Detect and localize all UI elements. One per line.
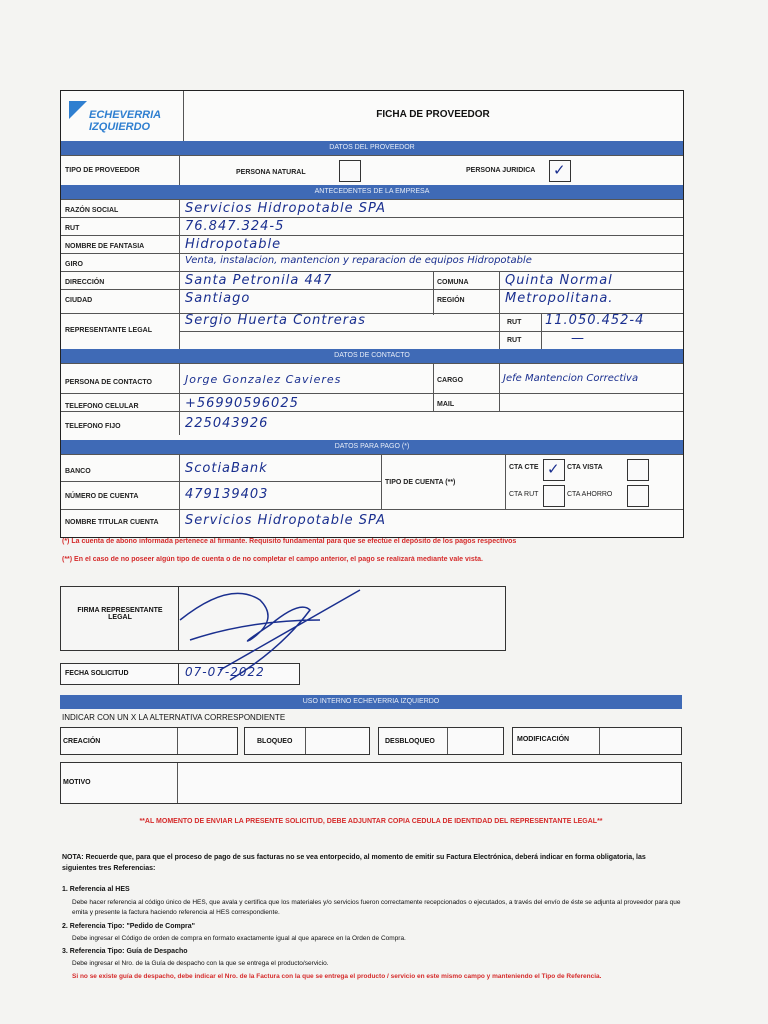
bloqueo-label: BLOQUEO [257, 738, 293, 745]
ciudad-label: CIUDAD [65, 297, 93, 304]
logo [63, 93, 181, 143]
cta-ahorro-label: CTA AHORRO [567, 491, 613, 498]
fantasia-value: Hidropotable [185, 237, 282, 252]
creacion-label: CREACIÓN [63, 738, 101, 745]
logo-line2: IZQUIERDO [89, 121, 151, 133]
region-value: Metropolitana. [505, 291, 614, 306]
modificacion-box[interactable] [512, 727, 682, 755]
footer-r1-text: Debe hacer referencia al código único de HES, que avala y certifica que los materiales y/o servicios fueron correctamente recepcionados o ejecutados, a través del envío de éste se adjunta al proveedor para que emita y presente la factura haciendo referencia al HES correspondiente. [72, 899, 681, 916]
bloqueo-box[interactable] [244, 727, 370, 755]
section-company: ANTECEDENTES DE LA EMPRESA [61, 185, 683, 199]
contact-person-label: PERSONA DE CONTACTO [65, 379, 152, 386]
logo-mark-icon [67, 99, 89, 121]
section-internal: USO INTERNO ECHEVERRIA IZQUIERDO [60, 695, 682, 709]
fecha-label-box [60, 663, 180, 685]
cta-vista-checkbox[interactable] [627, 459, 649, 481]
rep-rut2-label: RUT [507, 337, 522, 344]
motivo-label: MOTIVO [63, 779, 91, 786]
titular-value: Servicios Hidropotable SPA [185, 513, 387, 528]
cta-vista-label: CTA VISTA [567, 464, 603, 471]
handwritten-signature [170, 580, 370, 690]
comuna-value: Quinta Normal [505, 273, 613, 288]
numero-label: NÚMERO DE CUENTA [65, 493, 139, 500]
giro-value: Venta, instalacion, mantencion y reparacion de equipos Hidropotable [185, 255, 532, 266]
motivo-box[interactable] [60, 762, 682, 804]
logo-line1: ECHEVERRIA [89, 109, 162, 121]
banco-label: BANCO [65, 468, 91, 475]
fijo-label: TELEFONO FIJO [65, 423, 121, 430]
checkmark-icon: ✓ [547, 461, 560, 478]
supplier-form [60, 90, 684, 538]
modificacion-label: MODIFICACIÓN [517, 736, 570, 743]
cta-cte-label: CTA CTE [509, 464, 539, 471]
razon-value: Servicios Hidropotable SPA [185, 201, 387, 216]
indicar-label: INDICAR CON UN X LA ALTERNATIVA CORRESPONDIENTE [62, 713, 286, 722]
checkmark-icon: ✓ [553, 162, 566, 179]
cta-cte-checkbox[interactable] [543, 459, 565, 481]
footer-r3-red: Si no se existe guía de despacho, debe indicar el Nro. de la Factura con la que se entrega el producto / servicio en este mismo campo y manteniendo el Tipo de Referencia. [72, 973, 602, 980]
footer-r1-title: 1. Referencia al HES [62, 886, 130, 893]
persona-natural-label: PERSONA NATURAL [236, 169, 306, 176]
rut-value: 76.847.324-5 [185, 219, 285, 234]
footer-r3-title: 3. Referencia Tipo: Guía de Despacho [62, 948, 188, 955]
mail-label: MAIL [437, 401, 455, 408]
fecha-label: FECHA SOLICITUD [65, 670, 129, 677]
titular-label: NOMBRE TITULAR CUENTA [65, 519, 159, 526]
signature-label-box [60, 586, 180, 651]
rep-value: Sergio Huerta Contreras [185, 313, 366, 328]
persona-juridica-checkbox[interactable] [549, 160, 571, 182]
provider-type-label: TIPO DE PROVEEDOR [65, 167, 140, 174]
razon-label: RAZÓN SOCIAL [65, 207, 119, 214]
contact-person-value: Jorge Gonzalez Cavieres [185, 373, 342, 386]
note-1: (*) La cuenta de abono informada pertenece al firmante. Requisito fundamental para que se efectúe el depósito de los pagos respectivos [62, 538, 517, 545]
creacion-box[interactable] [60, 727, 238, 755]
rep-label: REPRESENTANTE LEGAL [65, 327, 152, 334]
giro-label: GIRO [65, 261, 83, 268]
direccion-label: DIRECCIÓN [65, 279, 105, 286]
fantasia-label: NOMBRE DE FANTASIA [65, 243, 145, 250]
fecha-value: 07-07-2022 [185, 665, 265, 679]
rut-label: RUT [65, 225, 80, 232]
desbloqueo-label: DESBLOQUEO [385, 738, 435, 745]
comuna-label: COMUNA [437, 279, 469, 286]
persona-natural-checkbox[interactable] [339, 160, 361, 182]
tipo-cuenta-label: TIPO DE CUENTA (**) [385, 479, 456, 486]
signature-label: FIRMA REPRESENTANTE LEGAL [77, 607, 163, 621]
footer-r2-text: Debe ingresar el Código de orden de compra en formato exactamente igual al que aparece en la Orden de Compra. [72, 935, 406, 942]
ciudad-value: Santiago [185, 291, 251, 306]
region-label: REGIÓN [437, 297, 465, 304]
footer-r3-text: Debe ingresar el Nro. de la Guía de despacho con la que se entrega el producto/servicio. [72, 960, 329, 967]
rep-rut2-value: — [571, 331, 585, 346]
cta-ahorro-checkbox[interactable] [627, 485, 649, 507]
cta-rut-checkbox[interactable] [543, 485, 565, 507]
section-payment: DATOS PARA PAGO (*) [61, 440, 683, 454]
celular-value: +56990596025 [185, 396, 299, 411]
footer-nota: NOTA: Recuerde que, para que el proceso de pago de sus facturas no se vea entorpecido, al momento de emitir su Factura Electrónica, deberá indicar en forma obligatoria, las siguientes tres Referencias: [62, 854, 646, 872]
form-title: FICHA DE PROVEEDOR [376, 109, 490, 120]
desbloqueo-box[interactable] [378, 727, 504, 755]
warning-text: **AL MOMENTO DE ENVIAR LA PRESENTE SOLICITUD, DEBE ADJUNTAR COPIA CEDULA DE IDENTIDAD DEL REPRESENTANTE LEGAL** [139, 818, 603, 825]
cargo-label: CARGO [437, 377, 464, 384]
rep-rut-value: 11.050.452-4 [545, 313, 645, 328]
banco-value: ScotiaBank [185, 461, 268, 476]
direccion-value: Santa Petronila 447 [185, 273, 333, 288]
cta-rut-label: CTA RUT [509, 491, 539, 498]
rep-rut-label: RUT [507, 319, 522, 326]
fijo-value: 225043926 [185, 416, 269, 431]
persona-juridica-label: PERSONA JURIDICA [466, 167, 536, 174]
section-provider: DATOS DEL PROVEEDOR [61, 141, 683, 155]
note-2: (**) En el caso de no poseer algún tipo de cuenta o de no completar el campo anterior, el pago se realizará mediante vale vista. [62, 556, 483, 563]
footer-r2-title: 2. Referencia Tipo: "Pedido de Compra" [62, 923, 195, 930]
celular-label: TELEFONO CELULAR [65, 403, 139, 410]
section-contact: DATOS DE CONTACTO [61, 349, 683, 363]
numero-value: 479139403 [185, 487, 269, 502]
cargo-value: Jefe Mantencion Correctiva [503, 373, 639, 384]
